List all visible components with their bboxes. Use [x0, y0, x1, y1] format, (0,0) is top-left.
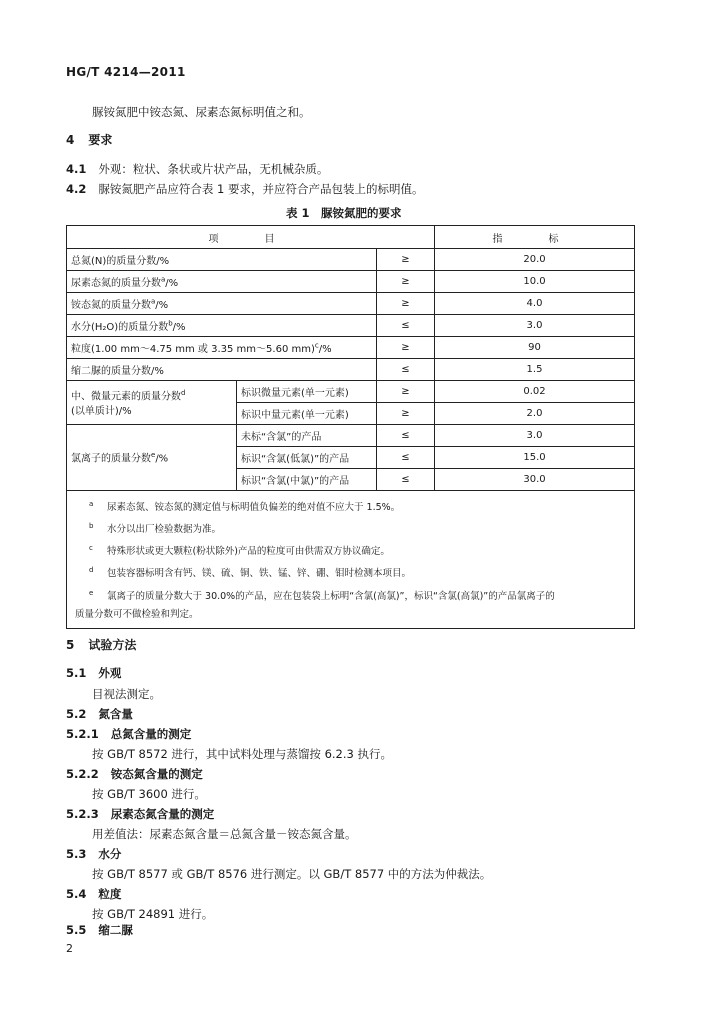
table-caption: 表 1 脲铵氮肥的要求: [286, 206, 402, 220]
row-label: 粒度(1.00 mm～4.75 mm 或 3.35 mm～5.60 mm)$^c$/%: [67, 337, 377, 359]
clause-5-3-body: 按 GB/T 8577 或 GB/T 8576 进行测定。以 GB/T 8577 中的方法为仲裁法。: [92, 867, 492, 881]
row-value: 3.0: [435, 425, 635, 447]
subrow-label: 标识“含氯(低氯)”的产品: [237, 447, 377, 469]
row-value: 0.02: [435, 381, 635, 403]
clause-5-2-2-body: 按 GB/T 3600 进行。: [92, 787, 206, 801]
clause-5-2-2-heading: 5.2.2 铵态氮含量的测定: [66, 767, 203, 781]
table-header-row: [67, 226, 635, 249]
clause-text: 脲铵氮肥产品应符合表 1 要求，并应符合产品包装上的标明值。: [98, 182, 424, 196]
clause-5-1-body: 目视法测定。: [92, 687, 161, 701]
clause-4-2: [66, 181, 424, 197]
table-note: $^d$ 包装容器标明含有钙、镁、硫、铜、铁、锰、锌、硼、钼时检测本项目。: [89, 566, 412, 580]
row-value: 3.0: [435, 315, 635, 337]
clause-number: 4.1: [66, 162, 87, 176]
table-note: $^c$ 特殊形状或更大颗粒(粉状除外)产品的粒度可由供需双方协议确定。: [89, 544, 390, 558]
row-value: 15.0: [435, 447, 635, 469]
section-title: 要求: [88, 133, 113, 147]
row-symbol: ≥: [377, 271, 435, 293]
clause-4-1: [66, 161, 328, 177]
row-symbol: ≥: [377, 249, 435, 271]
table-note: $^a$ 尿素态氮、铵态氮的测定值与标明值负偏差的绝对值不应大于 1.5%。: [89, 500, 401, 514]
section-5-heading: [66, 636, 136, 653]
micro-elements-label: 中、微量元素的质量分数$^d$ (以单质计)/%: [67, 381, 237, 425]
row-symbol: ≤: [377, 447, 435, 469]
section-number: 5: [66, 638, 75, 652]
row-label: 尿素态氮的质量分数$^a$/%: [67, 271, 377, 293]
table-notes: [67, 491, 635, 629]
row-label: 水分(H₂O)的质量分数$^b$/%: [67, 315, 377, 337]
subrow-label: 未标“含氯”的产品: [237, 425, 377, 447]
row-symbol: ≤: [377, 469, 435, 491]
row-value: 30.0: [435, 469, 635, 491]
section-number: 4: [66, 133, 75, 147]
row-value: 10.0: [435, 271, 635, 293]
table-row: [67, 271, 635, 293]
clause-5-2-1-body: 按 GB/T 8572 进行，其中试料处理与蒸馏按 6.2.3 执行。: [92, 747, 393, 761]
header-index: 指 标: [435, 226, 635, 249]
clause-number: 4.2: [66, 182, 87, 196]
table-row: [67, 337, 635, 359]
section-4-heading: [66, 131, 112, 148]
clause-5-4-heading: 5.4 粒度: [66, 887, 122, 901]
subrow-label: 标识中量元素(单一元素): [237, 403, 377, 425]
table-row: [67, 381, 635, 403]
subrow-label: 标识微量元素(单一元素): [237, 381, 377, 403]
row-value: 4.0: [435, 293, 635, 315]
intro-line: 脲铵氮肥中铵态氮、尿素态氮标明值之和。: [92, 105, 311, 119]
row-label: 铵态氮的质量分数$^a$/%: [67, 293, 377, 315]
row-symbol: ≤: [377, 425, 435, 447]
table-notes-row: [67, 491, 635, 629]
chloride-label: 氯离子的质量分数$^e$/%: [67, 425, 237, 491]
row-value: 20.0: [435, 249, 635, 271]
row-symbol: ≤: [377, 315, 435, 337]
clause-5-2-heading: 5.2 氮含量: [66, 707, 133, 721]
clause-5-3-heading: 5.3 水分: [66, 847, 122, 861]
subrow-label: 标识“含氯(中氯)”的产品: [237, 469, 377, 491]
table-note-continuation: 质量分数可不做检验和判定。: [75, 608, 199, 620]
row-label: 总氮(N)的质量分数/%: [67, 249, 377, 271]
table-row: [67, 293, 635, 315]
row-label: 缩二脲的质量分数/%: [67, 359, 377, 381]
requirements-table: [66, 225, 635, 629]
row-value: 2.0: [435, 403, 635, 425]
row-value: 1.5: [435, 359, 635, 381]
table-row: [67, 359, 635, 381]
clause-5-4-body: 按 GB/T 24891 进行。: [92, 907, 214, 921]
row-symbol: ≥: [377, 403, 435, 425]
table-note: $^e$ 氯离子的质量分数大于 30.0%的产品，应在包装袋上标明“含氯(高氯)”，标识“含氯(高氯)”的产品氯离子的: [89, 588, 555, 602]
clause-5-1-heading: 5.1 外观: [66, 666, 122, 680]
table-note: $^b$ 水分以出厂检验数据为准。: [89, 522, 222, 536]
row-symbol: ≥: [377, 293, 435, 315]
clause-5-2-3-body: 用差值法：尿素态氮含量＝总氮含量－铵态氮含量。: [92, 827, 357, 841]
table-row: [67, 315, 635, 337]
clause-text: 外观：粒状、条状或片状产品，无机械杂质。: [98, 162, 329, 176]
row-symbol: ≥: [377, 337, 435, 359]
page-number: 2: [66, 942, 73, 955]
document-code: HG/T 4214—2011: [66, 65, 186, 79]
header-item: 项 目: [67, 226, 435, 249]
clause-5-2-3-heading: 5.2.3 尿素态氮含量的测定: [66, 807, 215, 821]
clause-5-5-heading: 5.5 缩二脲: [66, 923, 133, 937]
table-row: [67, 425, 635, 447]
table-row: [67, 249, 635, 271]
section-title: 试验方法: [88, 638, 137, 652]
row-symbol: ≤: [377, 359, 435, 381]
clause-5-2-1-heading: 5.2.1 总氮含量的测定: [66, 727, 192, 741]
row-value: 90: [435, 337, 635, 359]
row-symbol: ≥: [377, 381, 435, 403]
